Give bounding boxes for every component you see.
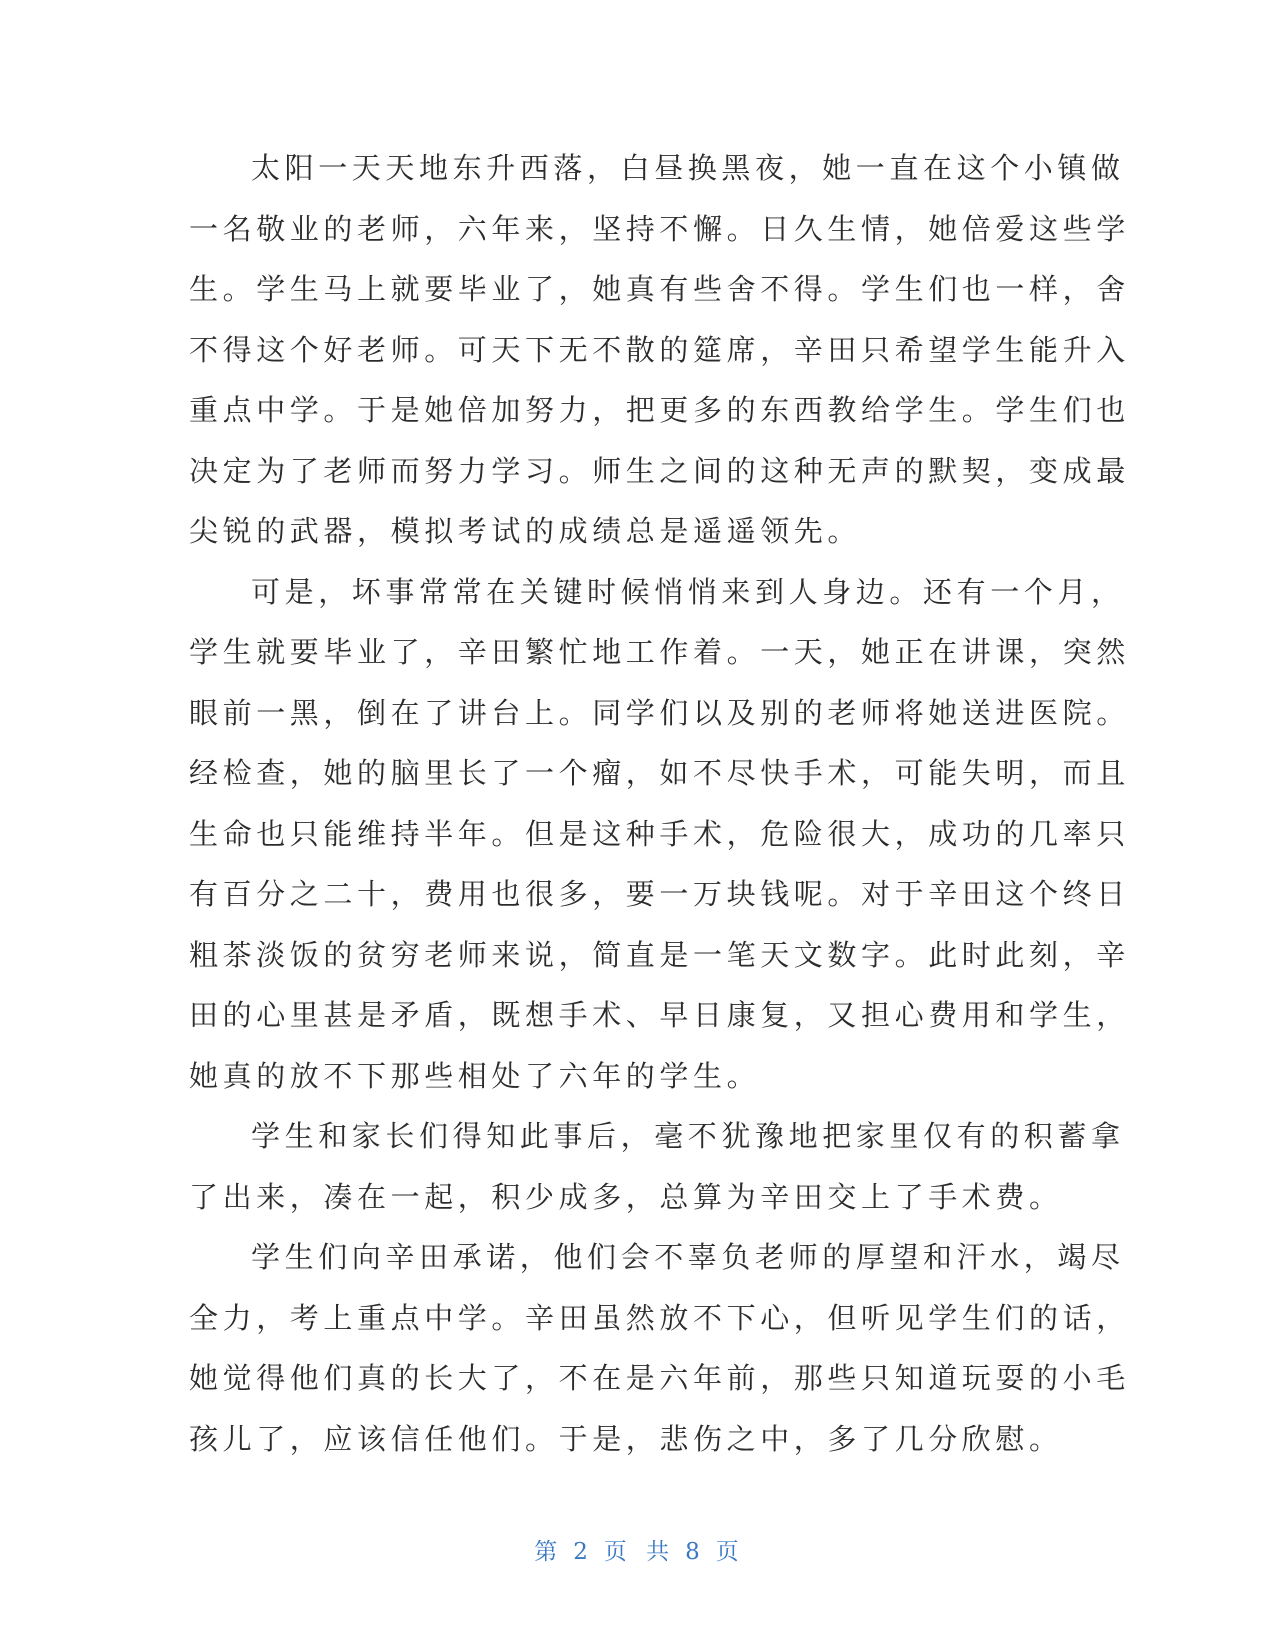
text-line: 了出来，凑在一起，积少成多，总算为辛田交上了手术费。 (189, 1179, 1063, 1214)
text-line: 学生们向辛田承诺，他们会不辜负老师的厚望和汗水，竭尽 (251, 1240, 1125, 1274)
paragraph-1 (189, 138, 1130, 562)
text-line: 重点中学。于是她倍加努力，把更多的东西教给学生。学生们也 (189, 393, 1130, 427)
text-line: 尖锐的武器，模拟考试的成绩总是遥遥领先。 (189, 514, 862, 548)
text-line: 一名敬业的老师，六年来，坚持不懈。日久生情，她倍爱这些学 (189, 211, 1130, 246)
footer-total-prefix: 共 (646, 1539, 672, 1565)
text-line: 生。学生马上就要毕业了，她真有些舍不得。学生们也一样，舍 (189, 272, 1130, 306)
page-footer (0, 1533, 1275, 1566)
footer-suffix: 页 (715, 1539, 741, 1565)
text-line: 全力，考上重点中学。辛田虽然放不下心，但听见学生们的话， (189, 1300, 1130, 1335)
footer-prefix: 第 (534, 1539, 560, 1565)
paragraph-4 (189, 1227, 1130, 1469)
current-page-number: 2 (573, 1539, 590, 1565)
text-line: 太阳一天天地东升西落，白昼换黑夜，她一直在这个小镇做 (251, 151, 1125, 185)
text-line: 有百分之二十，费用也很多，要一万块钱呢。对于辛田这个终日 (189, 877, 1130, 911)
text-line: 不得这个好老师。可天下无不散的筵席，辛田只希望学生能升入 (189, 332, 1130, 367)
text-line: 她真的放不下那些相处了六年的学生。 (189, 1058, 761, 1093)
text-line: 学生和家长们得知此事后，毫不犹豫地把家里仅有的积蓄拿 (251, 1119, 1125, 1153)
text-line: 孩儿了，应该信任他们。于是，悲伤之中，多了几分欣慰。 (189, 1421, 1063, 1456)
total-pages-number: 8 (685, 1539, 702, 1565)
text-line: 可是，坏事常常在关键时候悄悄来到人身边。还有一个月， (251, 574, 1125, 609)
text-line: 眼前一黑，倒在了讲台上。同学们以及别的老师将她送进医院。 (189, 695, 1130, 730)
text-line: 粗茶淡饭的贫穷老师来说，简直是一笔天文数字。此时此刻，辛 (189, 937, 1130, 972)
footer-page-word: 页 (603, 1539, 629, 1565)
text-line: 生命也只能维持半年。但是这种手术，危险很大，成功的几率只 (189, 816, 1130, 851)
text-line: 经检查，她的脑里长了一个瘤，如不尽快手术，可能失明，而且 (189, 756, 1130, 790)
text-line: 学生就要毕业了，辛田繁忙地工作着。一天，她正在讲课，突然 (189, 635, 1130, 669)
text-line: 田的心里甚是矛盾，既想手术、早日康复，又担心费用和学生， (189, 998, 1130, 1032)
text-line: 她觉得他们真的长大了，不在是六年前，那些只知道玩耍的小毛 (189, 1361, 1130, 1395)
paragraph-2 (189, 562, 1130, 1107)
paragraph-3 (189, 1106, 1125, 1227)
text-line: 决定为了老师而努力学习。师生之间的这种无声的默契，变成最 (189, 453, 1130, 488)
body-text (189, 138, 1130, 1469)
